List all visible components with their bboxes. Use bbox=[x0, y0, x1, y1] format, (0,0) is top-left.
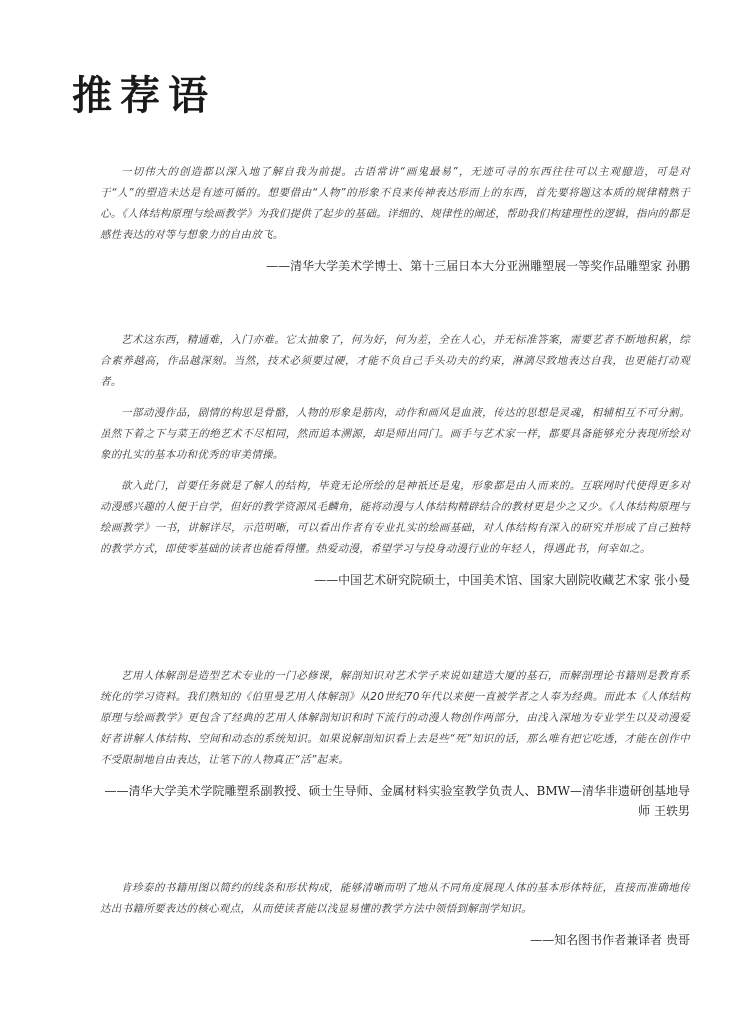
recommendation-attribution: ——清华大学美术学博士、第十三届日本大分亚洲雕塑展一等奖作品雕塑家 孙鹏 bbox=[266, 259, 690, 273]
recommendation-block-1 bbox=[100, 162, 690, 276]
recommendation-attribution: ——中国艺术研究院硕士，中国美术馆、国家大剧院收藏艺术家 张小曼 bbox=[314, 573, 690, 587]
recommendation-block-2 bbox=[100, 330, 690, 590]
recommendation-block-4 bbox=[100, 878, 690, 950]
recommendation-text: 欲入此门，首要任务就是了解人的结构，毕竟无论所绘的是神祇还是鬼，形象都是由人而来的。互联网时代使得更多对动漫感兴趣的人便于自学，但好的教学资源凤毛麟角，能将动漫与人体结构精辟结合的教材更是少之又少。《人体结构原理与绘画教学》一书，讲解详尽，示范明晰，可以看出作者有专业扎实的绘画基础，对人体结构有深入的研究并形成了自己独特的教学方式，即使零基础的读者也能看得懂。热爱动漫，希望学习与投身动漫行业的年轻人，得遇此书，何幸如之。 bbox=[100, 480, 690, 555]
recommendation-attribution: ——知名图书作者兼译者 贵哥 bbox=[530, 933, 690, 947]
recommendation-attribution: ——清华大学美术学院雕塑系副教授、硕士生导师、金属材料实验室教学负责人、BMW—清华非遗研创基地导师 王轶男 bbox=[104, 784, 690, 818]
recommendation-text: 肯珍泰的书籍用图以简约的线条和形状构成，能够清晰而明了地从不同角度展现人体的基本形体特征，直接而准确地传达出书籍所要表达的核心观点，从而使读者能以浅显易懂的教学方法中领悟到解剖学知识。 bbox=[100, 882, 690, 915]
recommendation-text: 一切伟大的创造都以深入地了解自我为前提。古语常讲“画鬼最易”，无迹可寻的东西往往可以主观臆造，可是对于“人”的塑造未达是有迹可循的。想要借由“人物”的形象不良来传神表达形而上的东西，首先要将题这本质的规律精熟于心。《人体结构原理与绘画教学》为我们提供了起步的基础。详细的、规律性的阐述，帮助我们构建理性的逻辑，指向的都是感性表达的对等与想象力的自由放飞。 bbox=[100, 166, 690, 241]
recommendation-text: 艺术这东西，精通难，入门亦难。它太抽象了，何为好，何为差，全在人心，并无标准答案，需要艺者不断地积累，综合素养越高，作品越深刻。当然，技术必须要过硬，才能不负自己手头功夫的约束，淋漓尽致地表达自我，也更能打动观者。 bbox=[100, 334, 690, 388]
recommendation-block-3 bbox=[100, 666, 690, 821]
recommendation-text: 一部动漫作品，剧情的构思是骨骼，人物的形象是筋肉，动作和画风是血液，传达的思想是灵魂，相辅相互不可分割。虽然下着之下与菜王的绝艺术不尽相同，然而追本溯源，却是师出同门。画手与艺术家一样，都要具备能够充分表现所绘对象的扎实的基本功和优秀的审美情操。 bbox=[100, 407, 690, 461]
recommendation-text: 艺用人体解剖是造型艺术专业的一门必修课，解剖知识对艺术学子来说如建造大厦的基石，而解剖理论书籍则是教育系统化的学习资料。我们熟知的《伯里曼艺用人体解剖》从20世纪70年代以来便一直被学者之人奉为经典。而此本《人体结构原理与绘画教学》更包含了经典的艺用人体解剖知识和时下流行的动漫人物创作两部分，由浅入深地为专业学生以及动漫爱好者讲解人体结构、空间和动态的系统知识。如果说解剖知识看上去是些“死”知识的话，那么唯有把它吃透，才能在创作中不受限制地自由表达，让笔下的人物真正“活”起来。 bbox=[100, 670, 690, 766]
page-title: 推荐语 bbox=[72, 73, 216, 119]
